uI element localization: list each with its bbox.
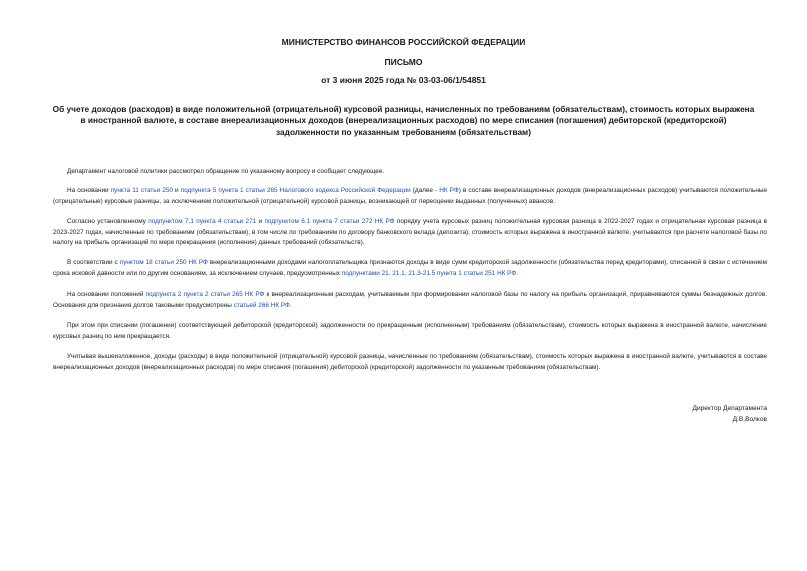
paragraph-text: внереализационными доходами налогоплательщика признаются доходы в виде сумм кредиторской задолженности (обязательства перед кредиторами), списанной в связи с истечением срока исковой давности или по другим основаниям, за исключением случаев, предусмотренных xyxy=(53,259,767,277)
law-link[interactable]: пунктом 18 статьи 250 НК РФ xyxy=(119,259,208,266)
paragraph-intro xyxy=(53,167,767,178)
paragraph-text: и xyxy=(172,187,181,194)
document-type: ПИСЬМО xyxy=(384,57,423,67)
signatory-name: Д.В.Волков xyxy=(732,415,767,423)
paragraph-text: порядку учета курсовых разниц положительная курсовая разница в 2022-2027 годах и отрицательная курсовая разница в 2023-2027 годах, начисленные по требованиям (обязательствам), в том числе по требованиям по договору банковского вклада (депозита), стоимость которых выражена в иностранной валюте, учитываются при расчете налоговой базы по налогу на прибыль организаций по мере прекращения (исполнения) данных требований (обязательств). xyxy=(53,218,767,247)
paragraph-text: На основании положений xyxy=(67,291,146,298)
law-link[interactable]: подпункта 5 пункта 1 статьи 265 Налогового кодекса Российской Федерации xyxy=(180,187,411,194)
paragraph-text: к внереализационным расходам, учитываемым при формировании налоговой базы по налогу на прибыль организаций, приравниваются суммы безнадежных долгов. Основания для признания долгов таковыми предусмотрены xyxy=(53,291,767,309)
paragraph-text: Учитывая вышеизложенное, доходы (расходы) в виде положительной (отрицательной) курсовой разницы, начисленные по требованиям (обязательствам), стоимость которых выражена в иностранной валюте, учитываются в составе внереализационных доходов (внереализационных расходов) по мере списания (погашения) дебиторской (кредиторской) задолженности по указанным требованиям (обязательствам). xyxy=(53,353,767,371)
law-link[interactable]: подпунктом 7.1 пункта 4 статьи 271 xyxy=(148,218,257,225)
paragraph-text: На основании xyxy=(67,187,111,194)
paragraph-text: ) в составе внереализационных доходов (внереализационных расходов) учитываются положительные (отрицательные) курсовые разницы, за исключением положительной (отрицательной) курсовой разницы, возникающей от переоценки выданных (полученных) авансов. xyxy=(53,187,768,205)
signature-block xyxy=(567,404,767,425)
paragraph-text: . xyxy=(516,269,519,277)
paragraph-text: Согласно установленному xyxy=(67,218,149,225)
law-link[interactable]: подпунктами 21, 21.1, 21.3-21.5 пункта 1 статьи 251 НК РФ xyxy=(341,269,517,277)
paragraph-accounting-order xyxy=(53,217,767,249)
paragraph-text: В соответствии с xyxy=(67,259,120,266)
ministry-title: МИНИСТЕРСТВО ФИНАНСОВ РОССИЙСКОЙ ФЕДЕРАЦИИ xyxy=(281,37,526,47)
law-link[interactable]: статьей 266 НК РФ xyxy=(233,301,290,309)
paragraph-bad-debts xyxy=(53,290,767,311)
paragraph-text: . xyxy=(289,301,292,309)
paragraph-text: Департамент налоговой политики рассмотрел обращение по указанному вопросу и сообщает следующее. xyxy=(67,168,385,175)
law-link[interactable]: НК РФ xyxy=(439,187,459,194)
law-link[interactable]: подпунктом 6.1 пункта 7 статьи 272 НК РФ xyxy=(264,218,395,225)
paragraph-text: При этом при списании (погашении) соответствующей дебиторской (кредиторской) задолженности по прекращенным (исполненным) требованиям (обязательствам), стоимость которых выражена в иностранной валюте, начисление курсовых разниц по ним прекращается. xyxy=(53,322,767,340)
paragraph-text: и xyxy=(256,218,265,225)
paragraph-legal-basis xyxy=(53,186,767,207)
paragraph-creditor-debt xyxy=(53,258,767,279)
law-link[interactable]: пункта 11 статьи 250 xyxy=(110,187,173,194)
paragraph-conclusion xyxy=(53,352,767,373)
paragraph-text: (далее - xyxy=(410,187,440,194)
document-number: от 3 июня 2025 года № 03-03-06/1/54851 xyxy=(321,75,486,85)
paragraph-write-off xyxy=(53,321,767,342)
signatory-position: Директор Департамента xyxy=(692,405,767,412)
law-link[interactable]: подпункта 2 пункта 2 статьи 265 НК РФ xyxy=(145,291,265,298)
document-subject: Об учете доходов (расходов) в виде положительной (отрицательной) курсовой разницы, начисленных по требованиям (обязательствам), стоимость которых выражена в иностранной валюте, в составе внереализационных доходов (внереализационных расходов) по мере списания (погашения) дебиторской (кредиторской) задолженности по указанным требованиям (обязательствам) xyxy=(52,104,755,137)
